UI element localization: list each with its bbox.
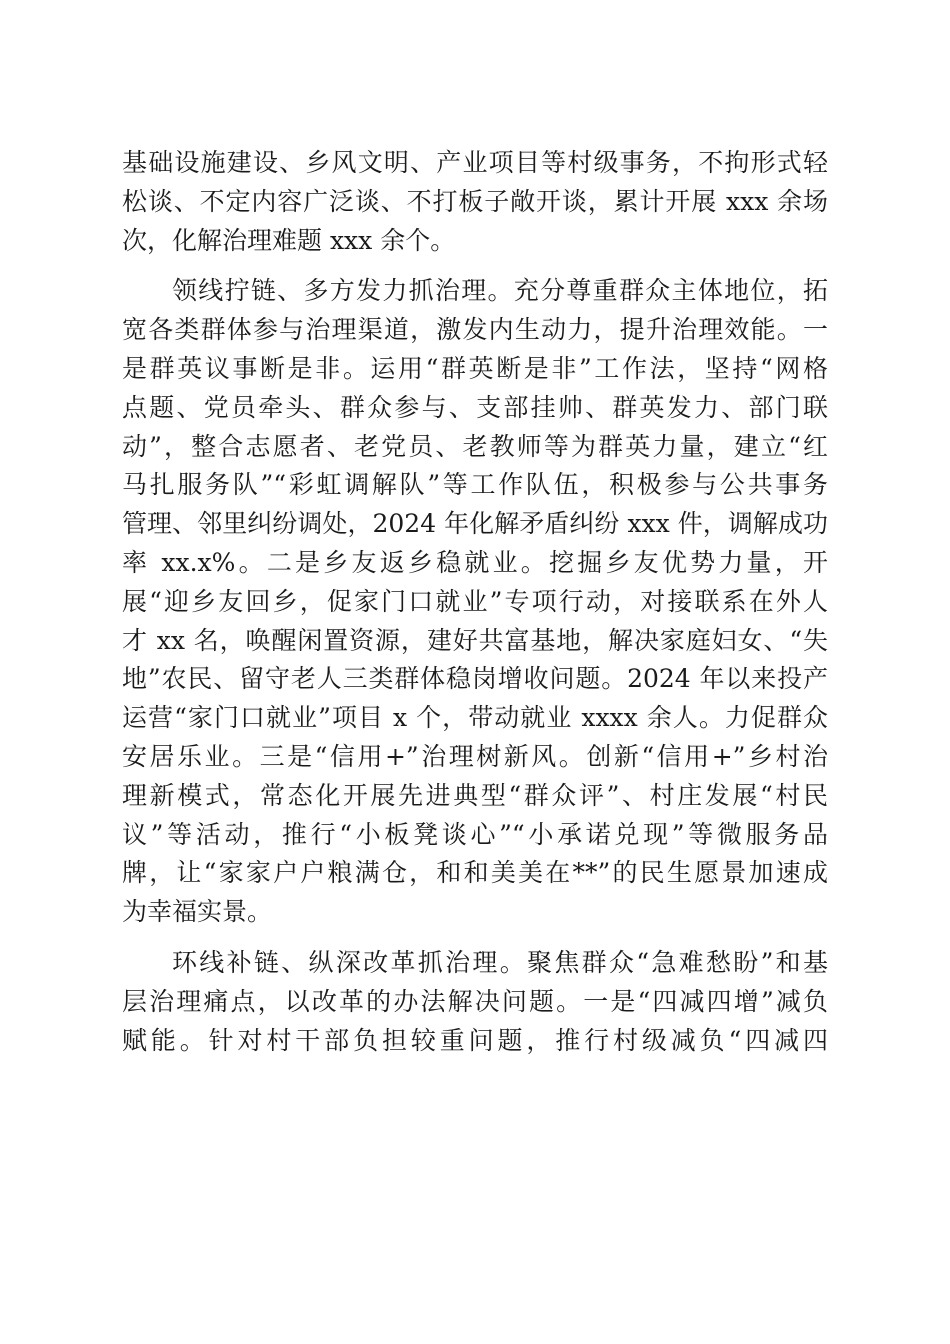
text-line: 松谈、不定内容广泛谈、不打板子敞开谈，累计开展 xxx 余场 bbox=[122, 186, 828, 216]
text-line: 动”，整合志愿者、老党员、老教师等为群英力量，建立“红 bbox=[122, 431, 828, 461]
text-line: 宽各类群体参与治理渠道，激发内生动力，提升治理效能。一 bbox=[122, 315, 828, 345]
text-line: 安居乐业。三是“信用+”治理树新风。创新“信用+”乡村治 bbox=[122, 741, 828, 771]
paragraph-gap bbox=[122, 932, 828, 944]
text-line: 运营“家门口就业”项目 x 个，带动就业 xxxx 余人。力促群众 bbox=[122, 703, 828, 733]
text-line: 理新模式，常态化开展先进典型“群众评”、村庄发展“村民 bbox=[122, 780, 828, 810]
text-line: 议”等活动，推行“小板凳谈心”“小承诺兑现”等微服务品 bbox=[122, 819, 828, 849]
paragraph bbox=[122, 272, 828, 932]
text-line: 次，化解治理难题 xxx 余个。 bbox=[122, 225, 456, 255]
text-line: 率 xx.x%。二是乡友返乡稳就业。挖掘乡友优势力量，开 bbox=[122, 547, 828, 577]
text-line: 基础设施建设、乡风文明、产业项目等村级事务，不拘形式轻 bbox=[122, 148, 828, 177]
document-body bbox=[122, 144, 828, 1060]
text-line: 地”农民、留守老人三类群体稳岗增收问题。2024 年以来投产 bbox=[122, 664, 828, 694]
paragraph bbox=[122, 144, 828, 260]
text-line: 管理、邻里纠纷调处，2024 年化解矛盾纠纷 xxx 件，调解成功 bbox=[122, 509, 828, 539]
text-line: 领线拧链、多方发力抓治理。充分尊重群众主体地位，拓 bbox=[172, 276, 828, 306]
text-line: 环线补链、纵深改革抓治理。聚焦群众“急难愁盼”和基 bbox=[172, 947, 828, 977]
text-line: 为幸福实景。 bbox=[122, 897, 273, 927]
text-line: 才 xx 名，唤醒闲置资源，建好共富基地，解决家庭妇女、“失 bbox=[122, 625, 828, 655]
paragraph bbox=[122, 944, 828, 1060]
text-line: 层治理痛点，以改革的办法解决问题。一是“四减四增”减负 bbox=[122, 986, 828, 1016]
text-line: 马扎服务队”“彩虹调解队”等工作队伍，积极参与公共事务 bbox=[122, 470, 828, 500]
text-line: 赋能。针对村干部负担较重问题，推行村级减负“四减四 bbox=[122, 1025, 828, 1055]
text-line: 点题、党员牵头、群众参与、支部挂帅、群英发力、部门联 bbox=[122, 392, 828, 422]
paragraph-gap bbox=[122, 260, 828, 272]
text-line: 牌，让“家家户户粮满仓，和和美美在**”的民生愿景加速成 bbox=[122, 858, 828, 888]
text-line: 展“迎乡友回乡，促家门口就业”专项行动，对接联系在外人 bbox=[122, 586, 828, 616]
text-line: 是群英议事断是非。运用“群英断是非”工作法，坚持“网格 bbox=[122, 353, 828, 383]
